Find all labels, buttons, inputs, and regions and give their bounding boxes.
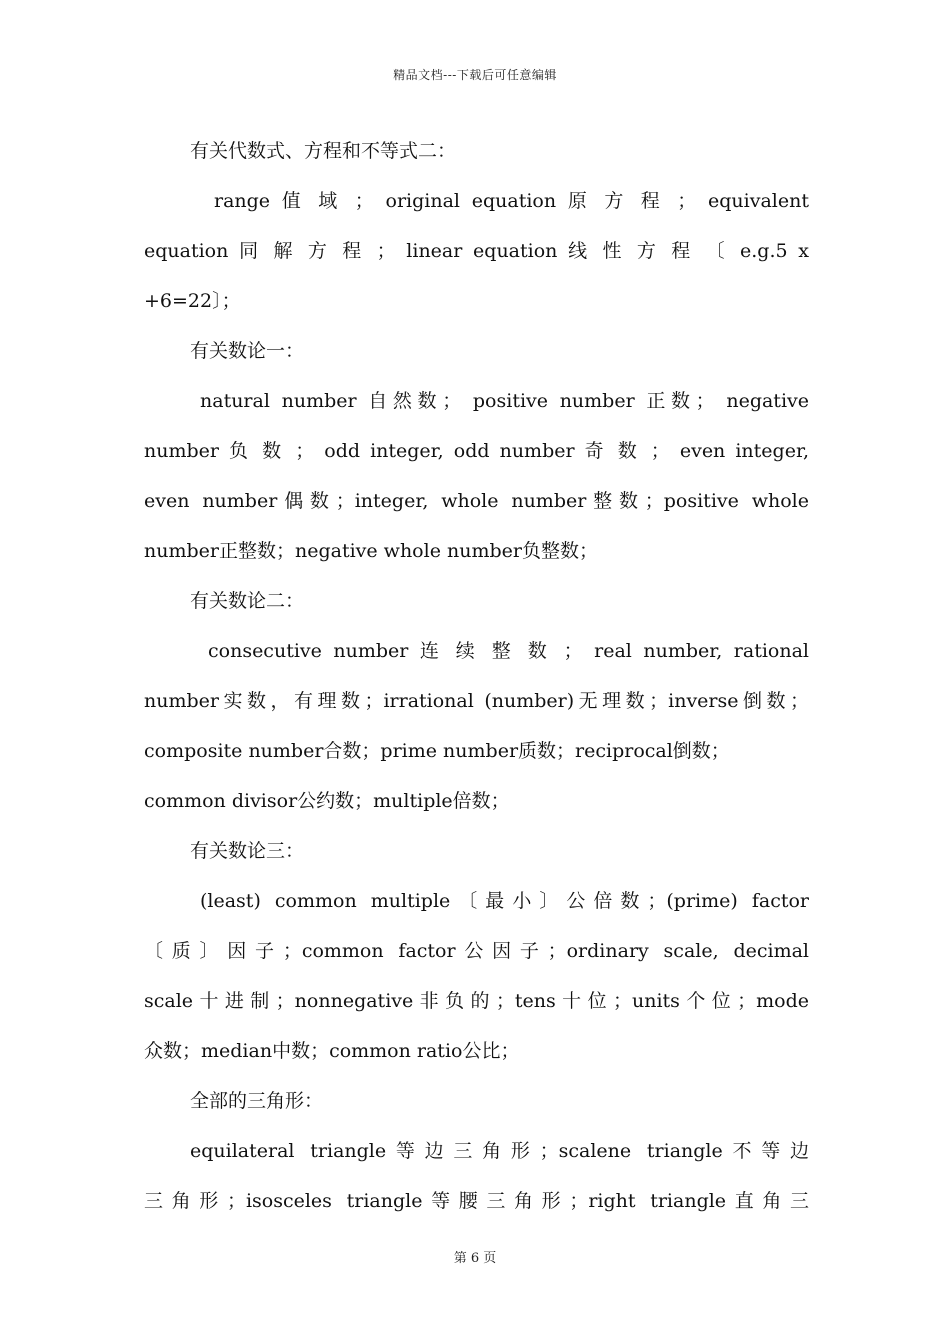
section-heading: 有关代数式、方程和不等式二： — [190, 140, 457, 162]
paragraph-line: +6=22〕； — [144, 290, 241, 312]
paragraph-line: even number偶数；integer, whole number整数；positive whole — [144, 490, 809, 512]
paragraph-line: scale十进制；nonnegative非负的；tens十位；units个位；mode — [144, 990, 809, 1012]
paragraph-line: equation 同 解 方 程 ； linear equation 线 性 方 程 〔 e.g.5 x — [144, 240, 809, 262]
page-header: 精品文档---下载后可任意编辑 — [393, 68, 557, 82]
paragraph-line: number正整数；negative whole number负整数； — [144, 540, 598, 562]
paragraph-line: (least) common multiple〔最小〕公倍数；(prime) factor — [200, 890, 809, 912]
page-number: 第 6 页 — [453, 1251, 497, 1266]
paragraph-line: number实数，有理数；irrational (number)无理数；inverse倒数； — [144, 690, 809, 712]
paragraph-line: common divisor公约数；multiple倍数； — [144, 790, 510, 812]
paragraph-line: 〔质〕因子；common factor公因子；ordinary scale, decimal — [144, 940, 809, 962]
paragraph-line: natural number 自然数； positive number 正数； negative — [200, 390, 809, 412]
paragraph-line: range 值 域 ； original equation 原 方 程 ； equivalent — [214, 190, 809, 212]
section-heading: 有关数论三： — [190, 840, 305, 862]
document-body — [144, 126, 809, 1226]
paragraph-line: equilateral triangle等边三角形；scalene triangle不等边 — [190, 1140, 809, 1162]
section-heading: 有关数论一： — [190, 340, 305, 362]
paragraph-line: composite number合数；prime number质数；reciprocal倒数； — [144, 740, 730, 762]
paragraph-line: 众数；median中数；common ratio公比； — [144, 1040, 520, 1062]
paragraph-line: consecutive number 连 续 整 数 ； real number, rational — [208, 640, 809, 662]
section-heading: 全部的三角形： — [190, 1090, 324, 1112]
section-heading: 有关数论二： — [190, 590, 305, 612]
paragraph-line: number 负 数 ； odd integer, odd number 奇 数 ； even integer, — [144, 440, 809, 462]
paragraph-line: 三角形；isosceles triangle等腰三角形；right triangle直角三 — [144, 1190, 809, 1212]
